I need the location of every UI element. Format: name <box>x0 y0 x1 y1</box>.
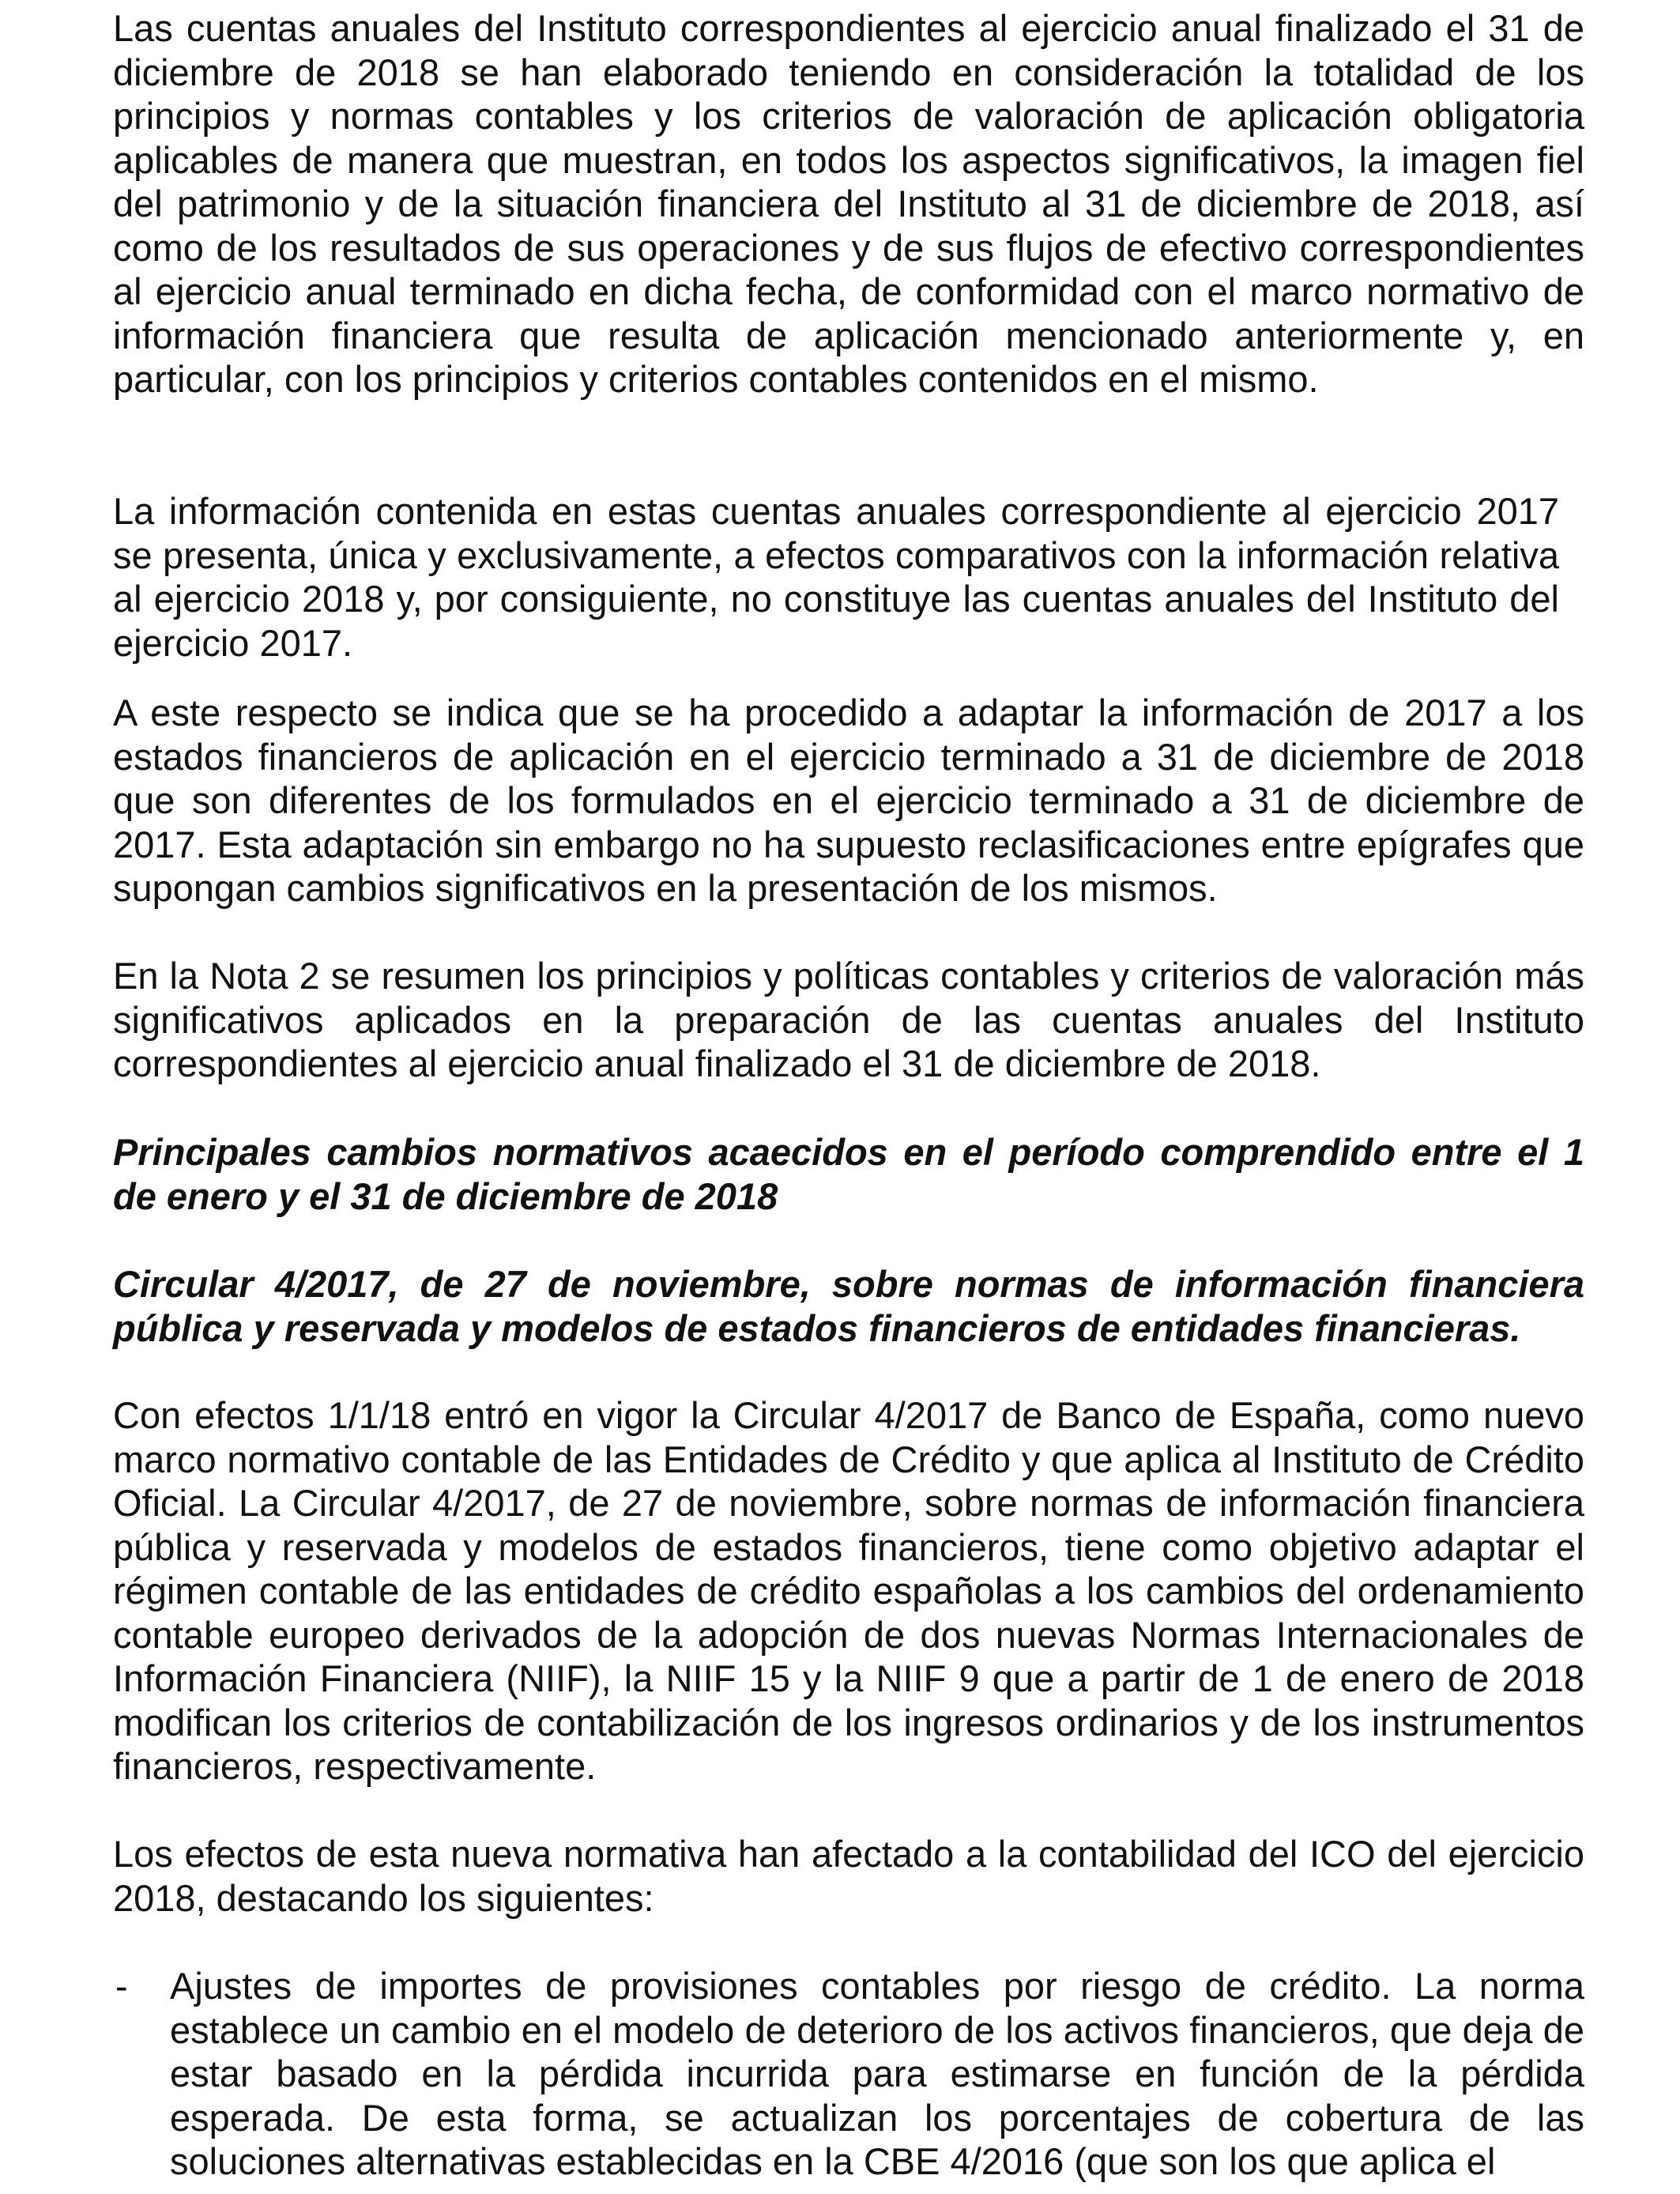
paragraph-nota-2: En la Nota 2 se resumen los principios y políticas contables y criterios de valoración más significativos aplicados en la preparación de las cuentas anuales del Instituto correspondientes al ejercicio anual finalizado el 31 de diciembre de 2018. <box>113 955 1584 1084</box>
heading-circular-4-2017: Circular 4/2017, de 27 de noviembre, sobre normas de información financiera pública y reservada y modelos de estados financieros de entidades financieras. <box>113 1263 1584 1349</box>
paragraph-adaptacion-2017: A este respecto se indica que se ha procedido a adaptar la información de 2017 a los estados financieros de aplicación en el ejercicio terminado a 31 de diciembre de 2018 que son diferentes de los formulados en el ejercicio terminado a 31 de diciembre de 2017. Esta adaptación sin embargo no ha supuesto reclasificaciones entre epígrafes que supongan cambios significativos en la presentación de los mismos. <box>113 692 1584 909</box>
paragraph-efectos-ico: Los efectos de esta nueva normativa han afectado a la contabilidad del ICO del ejercicio 2018, destacando los siguientes: <box>113 1833 1584 1919</box>
bullet-text-provisiones: Ajustes de importes de provisiones contables por riesgo de crédito. La norma establece un cambio en el modelo de deterioro de los activos financieros, que deja de estar basado en la pérdida incurrida para estimarse en función de la pérdida esperada. De esta forma, se actualizan los porcentajes de cobertura de las soluciones alternativas establecidas en la CBE 4/2016 (que son los que aplica el <box>170 1965 1584 2182</box>
bullet-dash: - <box>115 1965 128 2007</box>
paragraph-cuentas-anuales: Las cuentas anuales del Instituto correspondientes al ejercicio anual finalizado el 31 de diciembre de 2018 se han elaborado teniendo en consideración la totalidad de los principios y normas contables y los criterios de valoración de aplicación obligatoria aplicables de manera que muestran, en todos los aspectos significativos, la imagen fiel del patrimonio y de la situación financiera del Instituto al 31 de diciembre de 2018, así como de los resultados de sus operaciones y de sus flujos de efectivo correspondientes al ejercicio anual terminado en dicha fecha, de conformidad con el marco normativo de información financiera que resulta de aplicación mencionado anteriormente y, en particular, con los principios y criterios contables contenidos en el mismo. <box>113 7 1584 400</box>
heading-cambios-normativos: Principales cambios normativos acaecidos en el período comprendido entre el 1 de enero y el 31 de diciembre de 2018 <box>113 1131 1584 1217</box>
paragraph-circular-efectos: Con efectos 1/1/18 entró en vigor la Circular 4/2017 de Banco de España, como nuevo marco normativo contable de las Entidades de Crédito y que aplica al Instituto de Crédito Oficial. La Circular 4/2017, de 27 de noviembre, sobre normas de información financiera pública y reservada y modelos de estados financieros, tiene como objetivo adaptar el régimen contable de las entidades de crédito españolas a los cambios del ordenamiento contable europeo derivados de la adopción de dos nuevas Normas Internacionales de Información Financiera (NIIF), la NIIF 15 y la NIIF 9 que a partir de 1 de enero de 2018 modifican los criterios de contabilización de los ingresos ordinarios y de los instrumentos financieros, respectivamente. <box>113 1394 1584 1787</box>
paragraph-informacion-2017: La información contenida en estas cuentas anuales correspondiente al ejercicio 2017 se presenta, única y exclusivamente, a efectos comparativos con la información relativa al ejercicio 2018 y, por consiguiente, no constituye las cuentas anuales del Instituto del ejercicio 2017. <box>113 490 1559 664</box>
